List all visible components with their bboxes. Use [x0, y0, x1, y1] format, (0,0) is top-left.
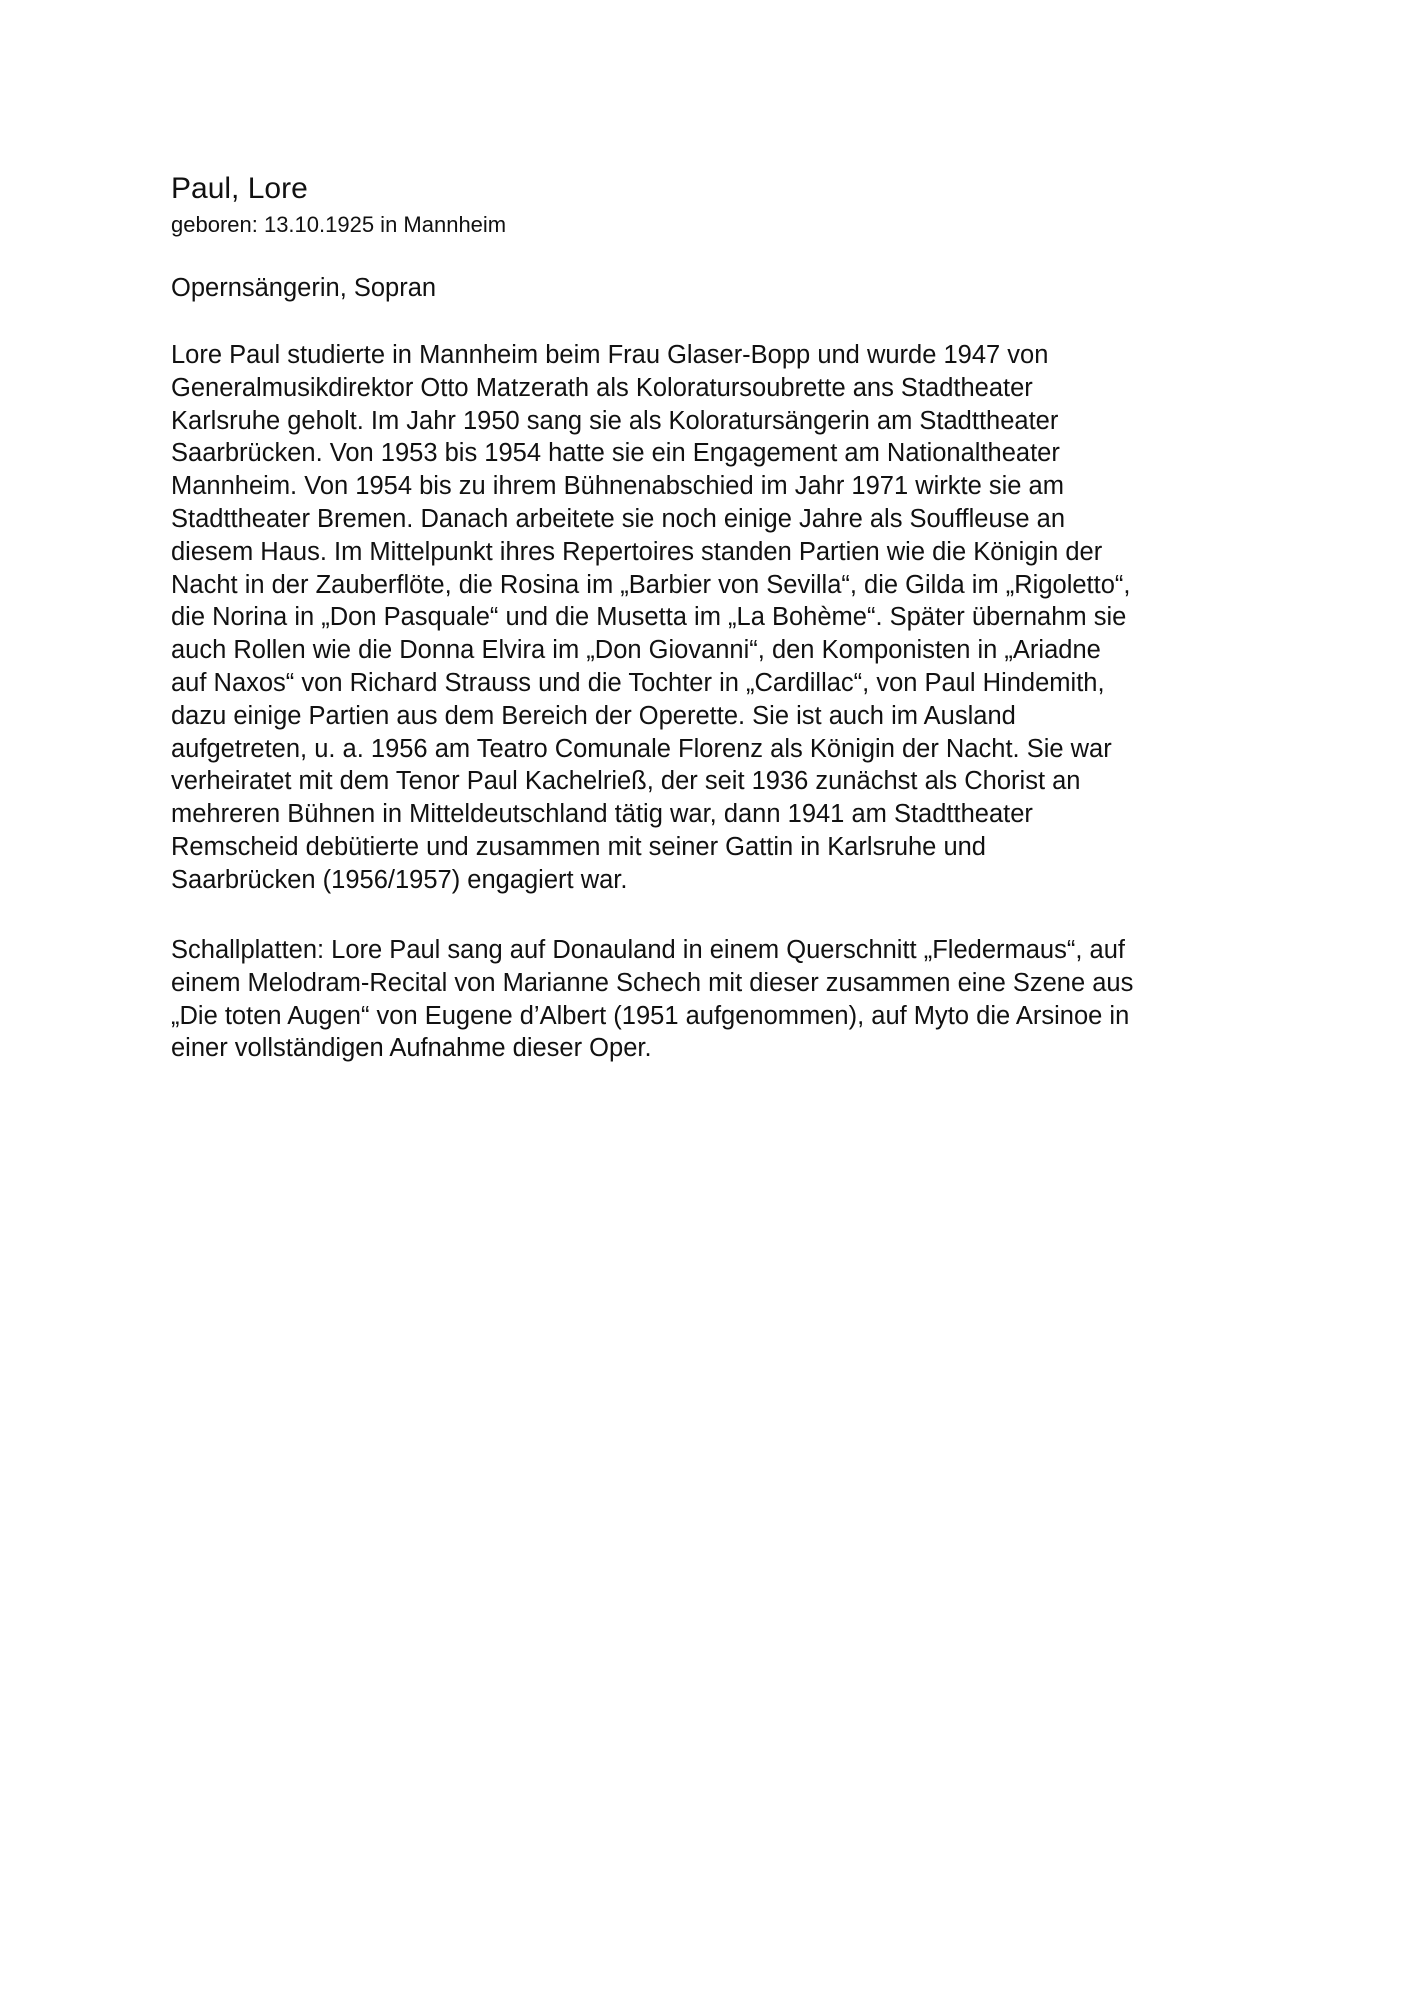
text-line: mehreren Bühnen in Mitteldeutschland tätig war, dann 1941 am Stadttheater	[171, 800, 1033, 829]
text-line: diesem Haus. Im Mittelpunkt ihres Repertoires standen Partien wie die Königin der	[171, 537, 1103, 566]
text-line: auf Naxos“ von Richard Strauss und die Tochter in „Cardillac“, von Paul Hindemith,	[171, 668, 1105, 697]
text-line: einem Melodram-Recital von Marianne Schech mit dieser zusammen eine Szene aus	[171, 968, 1134, 997]
text-line: Stadttheater Bremen. Danach arbeitete sie noch einige Jahre als Souffleuse an	[171, 504, 1066, 533]
birth-info: geboren: 13.10.1925 in Mannheim	[171, 212, 507, 237]
text-line: auch Rollen wie die Donna Elvira im „Don Giovanni“, den Komponisten in „Ariadne	[171, 636, 1101, 665]
text-line: aufgetreten, u. a. 1956 am Teatro Comunale Florenz als Königin der Nacht. Sie war	[171, 734, 1112, 763]
text-line: Saarbrücken (1956/1957) engagiert war.	[171, 865, 628, 894]
text-line: die Norina in „Don Pasquale“ und die Musetta im „La Bohème“. Später übernahm sie	[171, 603, 1127, 632]
profession: Opernsängerin, Sopran	[171, 274, 437, 302]
text-line: Nacht in der Zauberflöte, die Rosina im „Barbier von Sevilla“, die Gilda im „Rigoletto“,	[171, 570, 1131, 599]
text-line: „Die toten Augen“ von Eugene d’Albert (1951 aufgenommen), auf Myto die Arsinoe in	[171, 1001, 1130, 1030]
text-line: Generalmusikdirektor Otto Matzerath als Koloratursoubrette ans Stadtheater	[171, 373, 1033, 402]
text-line: Mannheim. Von 1954 bis zu ihrem Bühnenabschied im Jahr 1971 wirkte sie am	[171, 472, 1064, 501]
person-name-heading: Paul, Lore	[171, 172, 308, 205]
records-paragraph	[171, 934, 1133, 1065]
text-line: einer vollständigen Aufnahme dieser Oper.	[171, 1034, 652, 1063]
text-line: Saarbrücken. Von 1953 bis 1954 hatte sie ein Engagement am Nationaltheater	[171, 439, 1060, 468]
text-line: Schallplatten: Lore Paul sang auf Donauland in einem Querschnitt „Fledermaus“, auf	[171, 936, 1125, 964]
text-line: Karlsruhe geholt. Im Jahr 1950 sang sie als Koloratursängerin am Stadttheater	[171, 406, 1059, 435]
text-line: Lore Paul studierte in Mannheim beim Frau Glaser-Bopp und wurde 1947 von	[171, 341, 1049, 369]
biography-paragraph	[171, 339, 1131, 897]
text-line: Remscheid debütierte und zusammen mit seiner Gattin in Karlsruhe und	[171, 832, 986, 861]
text-line: verheiratet mit dem Tenor Paul Kachelrieß, der seit 1936 zunächst als Chorist an	[171, 767, 1081, 796]
text-line: dazu einige Partien aus dem Bereich der Operette. Sie ist auch im Ausland	[171, 701, 1016, 730]
